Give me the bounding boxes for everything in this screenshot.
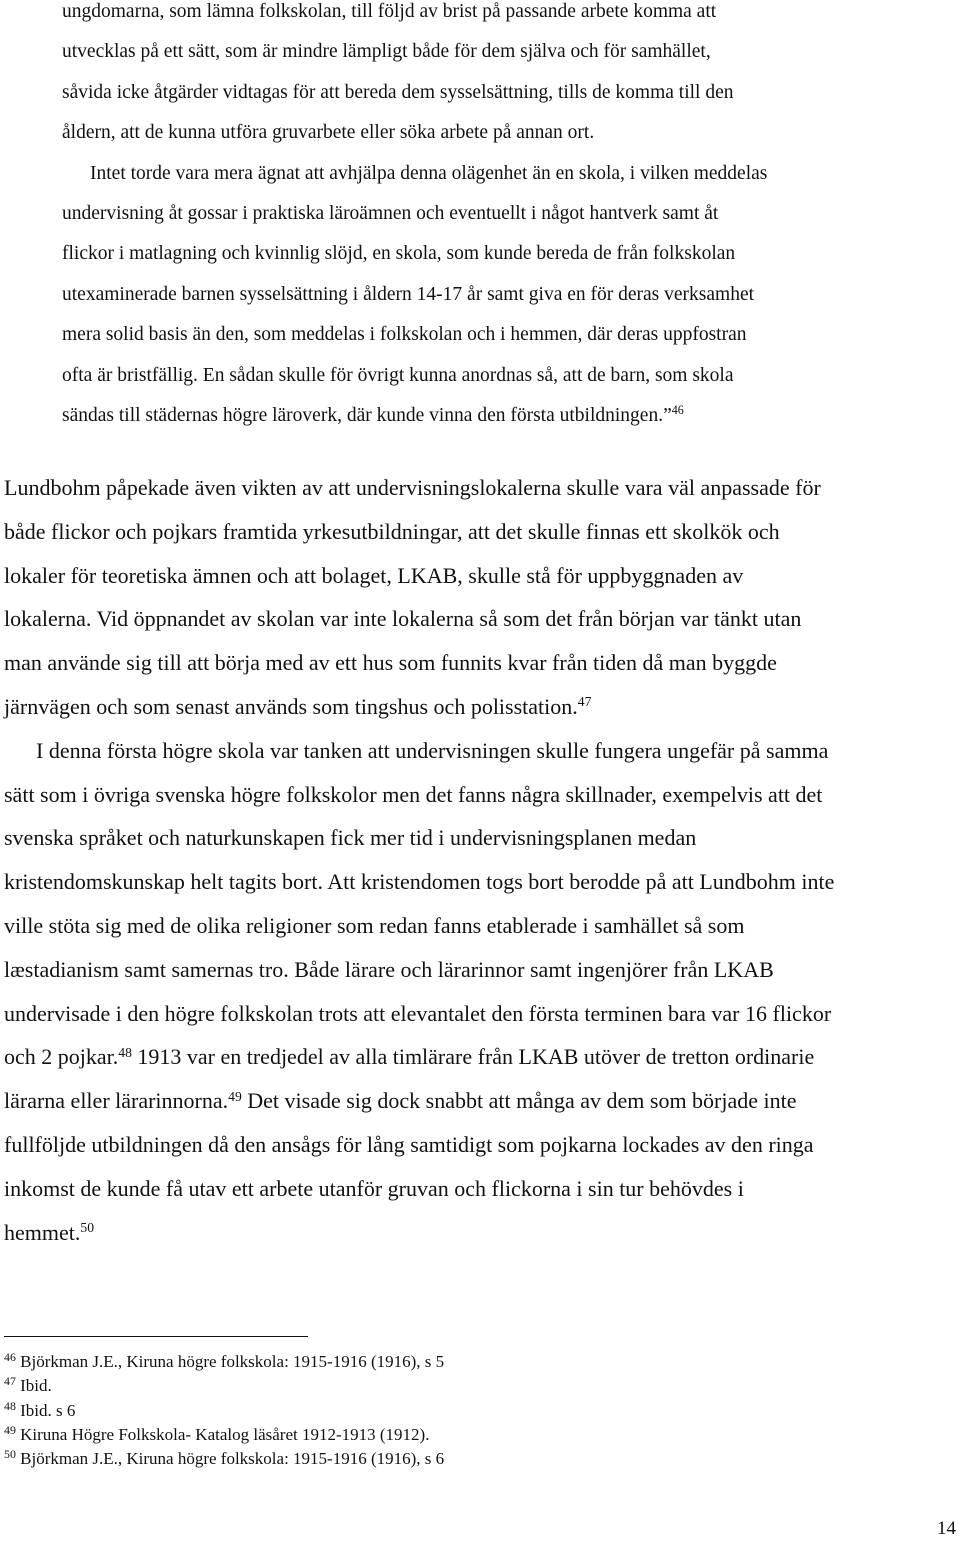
body-line: inkomst de kunde få utav ett arbete utanför gruvan och flickorna i sin tur behövdes i xyxy=(4,1175,744,1201)
quote-line: åldern, att de kunna utföra gruvarbete eller söka arbete på annan ort. xyxy=(62,122,595,144)
footnote-number: 50 xyxy=(4,1447,16,1462)
body-line xyxy=(4,685,960,729)
body-line: kristendomskunskap helt tagits bort. Att kristendomen togs bort berodde på att Lundbohm inte xyxy=(4,869,835,895)
body-text-run: lärarna eller lärarinnorna. xyxy=(4,1088,229,1114)
body-line: undervisade i den högre folkskolan trots att elevantalet den första terminen bara var 16 flickor xyxy=(4,1000,832,1026)
footnote-number: 48 xyxy=(4,1398,16,1413)
body-line: svenska språket och naturkunskapen fick mer tid i undervisningsplanen medan xyxy=(4,825,697,851)
quote-line: mera solid basis än den, som meddelas i folkskolan och i hemmen, där deras uppfostran xyxy=(62,324,747,346)
quote-line: Intet torde vara mera ägnat att avhjälpa denna olägenhet än en skola, i vilken meddelas xyxy=(90,162,768,184)
body-line: fullföljde utbildningen då den ansågs för lång samtidigt som pojkarna lockades av den ringa xyxy=(4,1131,814,1157)
body-line: Lundbohm påpekade även vikten av att undervisningslokalerna skulle vara väl anpassade för xyxy=(4,475,821,500)
footnotes xyxy=(4,1350,904,1471)
footnote-ref-49[interactable]: 49 xyxy=(228,1088,242,1104)
footnote-ref-47[interactable]: 47 xyxy=(577,694,592,710)
footnote-ref-50[interactable]: 50 xyxy=(80,1220,94,1236)
footnote-ref-48[interactable]: 48 xyxy=(118,1044,132,1060)
footnote xyxy=(4,1423,904,1447)
footnote xyxy=(4,1447,904,1471)
body-text-run: hemmet. xyxy=(4,1219,81,1245)
body-line: lokalerna. Vid öppnandet av skolan var inte lokalerna så som det från början var tänkt utan xyxy=(4,606,802,632)
footnote-text: Kiruna Högre Folkskola- Katalog läsåret 1912-1913 (1912). xyxy=(20,1424,430,1444)
footnote xyxy=(4,1374,904,1398)
quote-line: utvecklas på ett sätt, som är mindre lämpligt både för dem själva och för samhället, xyxy=(62,41,711,63)
footnote-text: Björkman J.E., Kiruna högre folkskola: 1915-1916 (1916), s 5 xyxy=(20,1352,445,1371)
footnote xyxy=(4,1350,904,1374)
footnote-text: Björkman J.E., Kiruna högre folkskola: 1915-1916 (1916), s 6 xyxy=(20,1449,445,1469)
footnote-number: 46 xyxy=(4,1350,16,1365)
body-line xyxy=(4,1079,960,1123)
quote-text: sändas till städernas högre läroverk, där kunde vinna den första utbildningen.” xyxy=(62,404,672,426)
block-quote xyxy=(62,0,942,436)
footnote-ref-46[interactable]: 46 xyxy=(671,403,684,418)
body-line: I denna första högre skola var tanken att undervisningen skulle fungera ungefär på samma xyxy=(36,737,829,763)
footnote-text: Ibid. xyxy=(20,1376,52,1396)
footnote-separator xyxy=(4,1336,308,1337)
quote-line: utexaminerade barnen sysselsättning i åldern 14-17 år samt giva en för deras verksamhet xyxy=(62,283,755,305)
quote-line-last xyxy=(62,396,942,436)
body-line: man använde sig till att börja med av ett hus som funnits kvar från tiden då man byggde xyxy=(4,650,777,676)
body-line: læstadianism samt samernas tro. Både lärare och lärarinnor samt ingenjörer från LKAB xyxy=(4,956,774,982)
body-line: ville stöta sig med de olika religioner som redan fanns etablerade i samhället så som xyxy=(4,912,745,938)
footnote xyxy=(4,1399,904,1423)
body-text xyxy=(4,466,960,1254)
body-line xyxy=(4,1211,960,1255)
footnote-number: 49 xyxy=(4,1422,16,1437)
footnote-text: Ibid. s 6 xyxy=(20,1400,76,1420)
body-line: både flickor och pojkars framtida yrkesutbildningar, att det skulle finnas ett skolkök och xyxy=(4,518,780,544)
body-text-run: 1913 var en tredjedel av alla timlärare från LKAB utöver de tretton ordinarie xyxy=(131,1044,815,1070)
body-line: lokaler för teoretiska ämnen och att bolaget, LKAB, skulle stå för uppbyggnaden av xyxy=(4,562,744,588)
body-line: sätt som i övriga svenska högre folkskolor men det fanns några skillnader, exempelvis att det xyxy=(4,781,823,807)
body-text-run: Det visade sig dock snabbt att många av dem som började inte xyxy=(241,1088,797,1114)
body-text-run: järnvägen och som senast används som tingshus och polisstation. xyxy=(4,693,578,719)
footnote-number: 47 xyxy=(4,1374,16,1389)
quote-line: såvida icke åtgärder vidtagas för att bereda dem sysselsättning, tills de komma till den xyxy=(62,81,734,103)
quote-line: ungdomarna, som lämna folkskolan, till följd av brist på passande arbete komma att xyxy=(62,1,717,22)
quote-line: ofta är bristfällig. En sådan skulle för övrigt kunna anordnas så, att de barn, som skola xyxy=(62,364,734,386)
quote-line: undervisning åt gossar i praktiska läroämnen och eventuellt i något hantverk samt åt xyxy=(62,202,719,224)
quote-line: flickor i matlagning och kvinnlig slöjd, en skola, som kunde bereda de från folkskolan xyxy=(62,243,736,265)
page-number: 14 xyxy=(937,1518,956,1539)
body-line xyxy=(4,1035,960,1079)
body-text-run: och 2 pojkar. xyxy=(4,1044,119,1070)
